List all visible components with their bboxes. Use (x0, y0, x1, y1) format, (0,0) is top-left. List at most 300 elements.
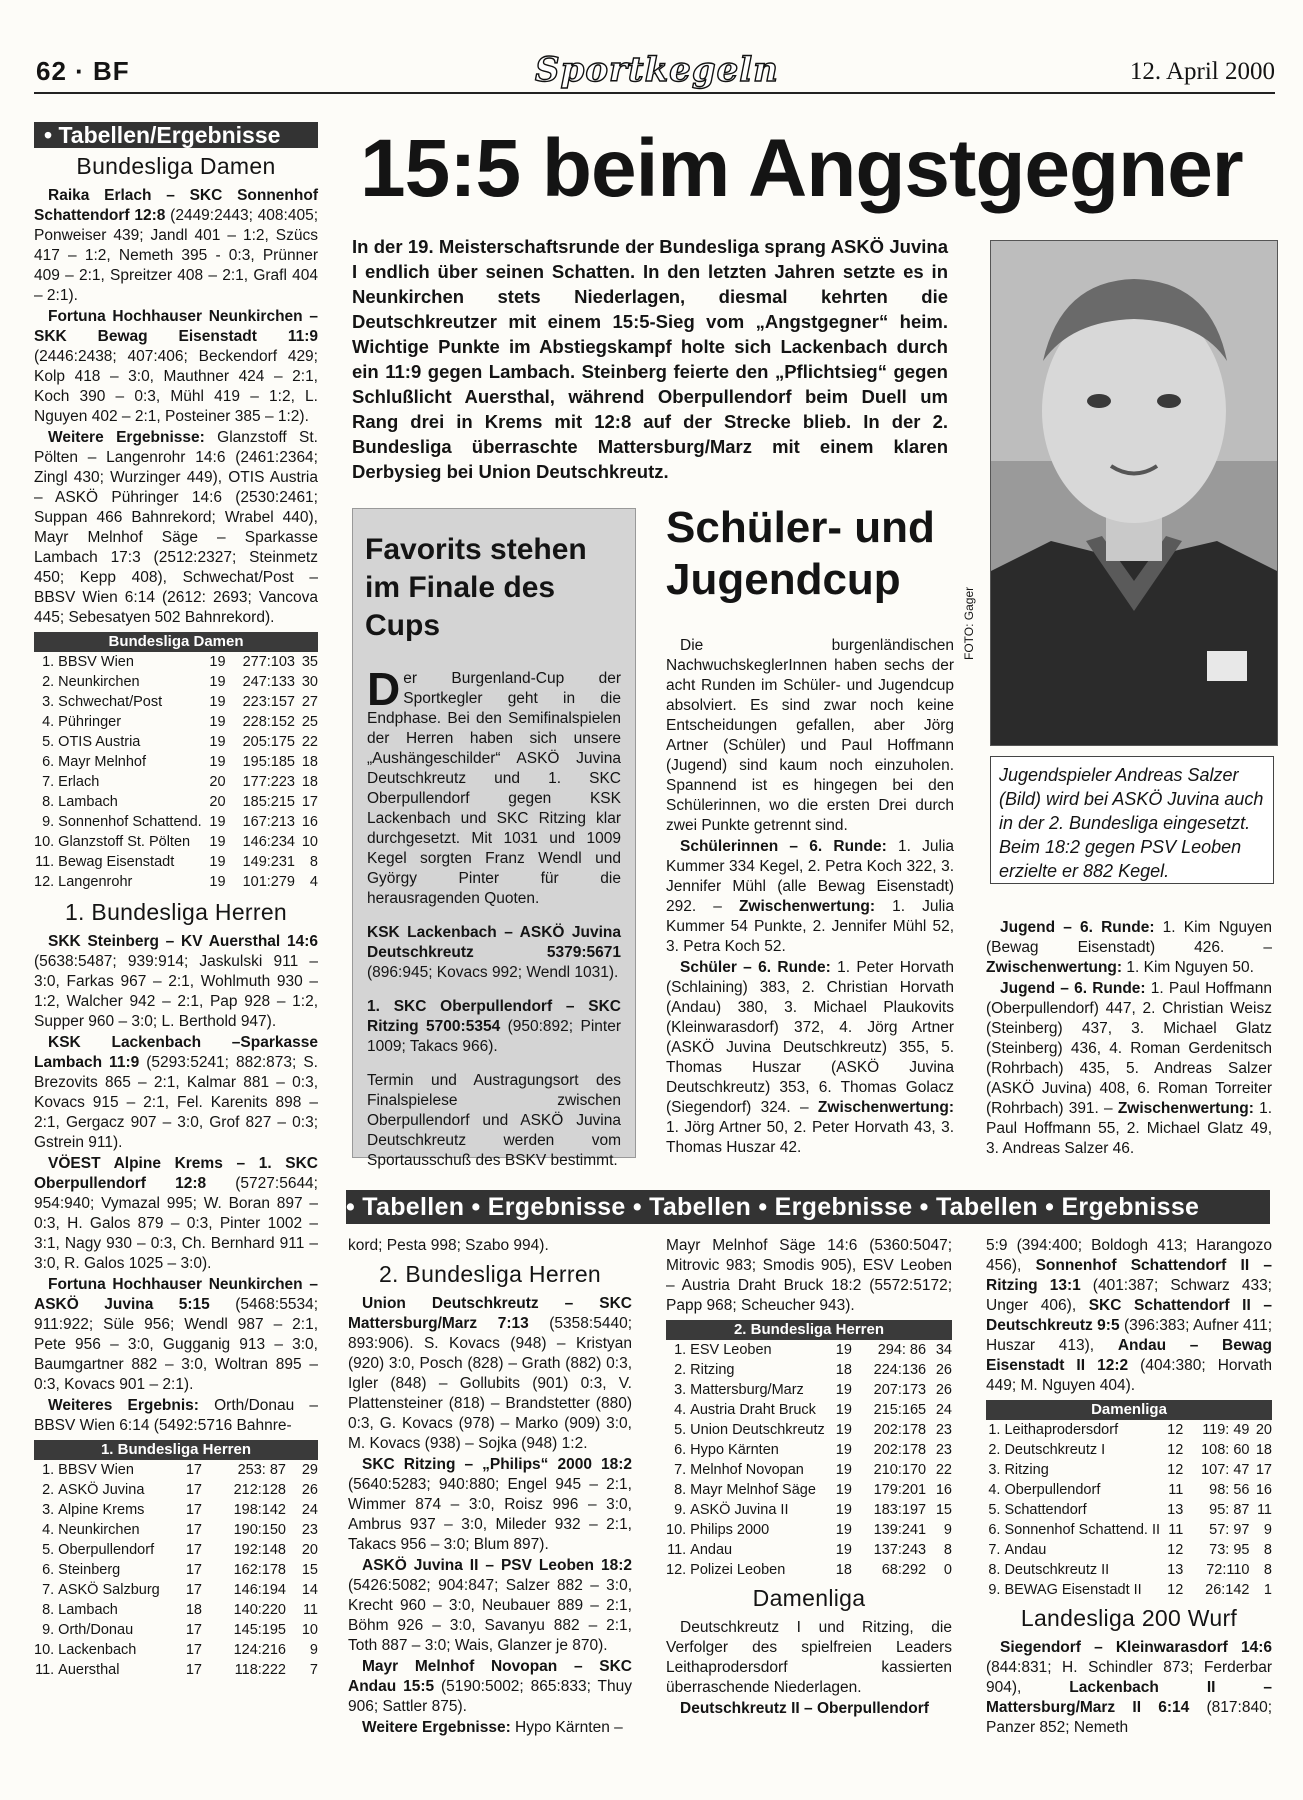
table-cell: 19 (835, 1402, 852, 1418)
table-cell: 22 (935, 1462, 952, 1478)
table-cell: 17 (185, 1542, 202, 1558)
header-rule (34, 92, 1275, 94)
table-cell: 6. (42, 1562, 55, 1578)
table-cell: 210:170 (873, 1462, 927, 1478)
table-row (666, 1560, 952, 1580)
table-cell: 2. (674, 1362, 687, 1378)
table-cell: 5. (674, 1422, 687, 1438)
damenliga-standings-table (986, 1420, 1272, 1600)
table-row (666, 1400, 952, 1420)
table-cell: 3. (988, 1462, 1001, 1478)
paragraph: VÖEST Alpine Krems – 1. SKC Oberpullendorf 12:8 (5727:5644; 954:940; Vymazal 995; W. Boran 897 – 0:3, H. Galos 879 – 0:3, Pinter 1002 – 3:1, Nagy 930 – 0:3, Ch. Bernhard 911 – 3:0, R. Galos 1025 – 3:0). (34, 1155, 318, 1272)
left-column (34, 122, 318, 1680)
table-cell: 1. (988, 1422, 1001, 1438)
table-cell: BBSV Wien (58, 1462, 134, 1478)
table-row (34, 672, 318, 692)
bl2-standings-table (666, 1340, 952, 1580)
table-cell: Auersthal (58, 1662, 120, 1678)
table-cell: 11 (1256, 1502, 1272, 1518)
table-row (34, 1640, 318, 1660)
table-cell: 18 (301, 774, 318, 790)
table-cell: 20 (209, 794, 226, 810)
damen-standings-table (34, 652, 318, 892)
paragraph: KSK Lackenbach –Sparkasse Lambach 11:9 (5293:5241; 882:873; S. Brezovits 865 – 2:1, Kalmar 881 – 0:3, Kovacs 915 – 2:1, Fel. Karenits 898 – 2:1, Gergacz 907 – 3:0, Grof 827 – 0:3; Gstrein 911). (34, 1034, 318, 1151)
table-cell: Orth/Donau (58, 1622, 134, 1638)
table-cell: 7 (309, 1662, 318, 1678)
table-cell: 18 (1255, 1442, 1272, 1458)
paragraph: SKK Steinberg – KV Auersthal 14:6 (5638:5487; 939:914; Jaskulski 911 – 3:0, Farkas 967 – 2:1, Wohlmuth 930 – 1:2, Walcher 942 – 2:1, Pap 928 – 1:2, Supper 960 – 3:0; L. Berthold 947). (34, 933, 318, 1030)
table-cell: 23 (301, 1522, 318, 1538)
table-cell: 119: 49 (1202, 1422, 1250, 1438)
table-row (34, 1600, 318, 1620)
table-row (34, 1580, 318, 1600)
table-cell: 4 (309, 874, 318, 890)
table-cell: 195:185 (242, 754, 295, 770)
table-cell: Philips 2000 (690, 1522, 770, 1538)
table-cell: 23 (935, 1422, 952, 1438)
table-cell: 0 (943, 1562, 952, 1578)
table-row (986, 1580, 1272, 1600)
table-cell: 12. (666, 1562, 687, 1578)
table-cell: Union Deutschkreutz (690, 1422, 825, 1438)
table-cell: 9 (1263, 1522, 1272, 1538)
cup-p3: 1. SKC Oberpullendorf – SKC Ritzing 5700:5354 (950:892; Pinter 1009; Takacs 966). (367, 998, 621, 1055)
lead-paragraph: In der 19. Meisterschaftsrunde der Bundesliga sprang ASKÖ Juvina I endlich über seinen Schatten. In den letzten Jahren setzte es in Neunkirchen stets Niederlagen, diesmal kehrten die Deutschkreutzer mit einem 15:5-Sieg vom „Angstgegner“ heim. Wichtige Punkte im Abstiegskampf holte sich Lackenbach durch ein 11:9 gegen Lambach. Steinberg feierte den „Pflichtsieg“ gegen Schlußlicht Auersthal, während Oberpullendorf beim Duell um Rang drei in Krems mit 12:8 auf der Strecke blieb. In der 2. Bundesliga überraschte Mattersburg/Marz mit einem klaren Derbysieg bei Union Deutschkreutz. (352, 236, 948, 482)
table-cell: 6. (674, 1442, 687, 1458)
table-row (666, 1420, 952, 1440)
table-cell: 5. (42, 1542, 55, 1558)
page-number: 62 · BF (36, 56, 130, 86)
table-cell: 18 (185, 1602, 202, 1618)
table-cell: 3. (42, 694, 55, 710)
table-cell: 19 (209, 674, 226, 690)
table-row (666, 1380, 952, 1400)
table-cell: Polizei Leoben (690, 1562, 786, 1578)
table-cell: 29 (301, 1462, 318, 1478)
table-cell: Pühringer (58, 714, 122, 730)
table-cell: 19 (835, 1522, 852, 1538)
table-cell: 11 (1168, 1522, 1184, 1538)
table-cell: 17 (185, 1562, 202, 1578)
table-cell: 10 (301, 834, 318, 850)
table-cell: 207:173 (873, 1382, 927, 1398)
table-cell: 139:241 (873, 1522, 927, 1538)
table-cell: 11. (35, 1662, 55, 1678)
table-cell: 23 (935, 1442, 952, 1458)
table-cell: 3. (42, 1502, 55, 1518)
table-cell: 2. (42, 1482, 55, 1498)
table-cell: 8. (674, 1482, 687, 1498)
table-row (666, 1480, 952, 1500)
table-cell: 17 (1255, 1462, 1272, 1478)
table-row (34, 852, 318, 872)
col4-table-title: Damenliga (986, 1400, 1272, 1420)
section-logo: Sportkegeln (535, 50, 779, 90)
table-cell: Andau (1004, 1542, 1047, 1558)
table-cell: 19 (835, 1502, 852, 1518)
table-cell: Lambach (58, 1602, 118, 1618)
table-row (986, 1480, 1272, 1500)
table-row (34, 1460, 318, 1480)
table-cell: 13 (1167, 1562, 1184, 1578)
col3-title: Damenliga (752, 1585, 866, 1611)
table-row (34, 1660, 318, 1680)
table-cell: 17 (185, 1642, 202, 1658)
table-cell: 212:128 (233, 1482, 286, 1498)
section-ribbon: • Tabellen/Ergebnisse (34, 122, 318, 148)
table-cell: 205:175 (242, 734, 295, 750)
table-cell: 19 (209, 814, 226, 830)
table-cell: Sonnenhof Schattend. (58, 814, 202, 830)
table-cell: 20 (1255, 1422, 1272, 1438)
table-cell: 30 (301, 674, 318, 690)
table-cell: 17 (185, 1482, 202, 1498)
table-cell: Deutschkreutz I (1004, 1442, 1106, 1458)
table-cell: 16 (935, 1482, 952, 1498)
table-cell: 15 (935, 1502, 952, 1518)
table-cell: BEWAG Eisenstadt II (1004, 1582, 1142, 1598)
damen-title: Bundesliga Damen (76, 153, 276, 179)
cup-box (352, 508, 636, 1169)
table-cell: ASKÖ Juvina II (690, 1502, 789, 1518)
table-cell: Langenrohr (58, 874, 133, 890)
table-row (986, 1500, 1272, 1520)
table-cell: 11 (1168, 1482, 1184, 1498)
table-cell: 202:178 (873, 1422, 927, 1438)
table-row (34, 872, 318, 892)
table-cell: 7. (42, 774, 55, 790)
paragraph: Mayr Melnhof Novopan – SKC Andau 15:5 (5190:5002; 865:833; Thuy 906; Sattler 875). (348, 1658, 632, 1715)
table-cell: 19 (209, 694, 226, 710)
jugend-text (986, 918, 1272, 1160)
table-row (34, 1520, 318, 1540)
table-cell: 2. (42, 674, 55, 690)
table-cell: Sonnenhof Schattend. II (1004, 1522, 1161, 1538)
table-cell: 10. (34, 1642, 55, 1658)
paragraph: Weitere Ergebnisse: Glanzstoff St. Pölten – Langenrohr 14:6 (2461:2364; Zingl 430; Wurzinger 449), OTIS Austria – ASKÖ Pühringer 14:6 (2530:2461; Suppan 466 Bahnrekord; Wrabel 440), Mayr Melnhof Säge – Sparkasse Lambach 17:3 (2512:2327; Steinmetz 450; Kepp 408), Schwechat/Post – BBSV Wien 6:14 (2612: 2693; Vancova 445; Sebesatyen 502 Bahnrekord). (34, 429, 318, 626)
table-cell: ASKÖ Juvina (58, 1482, 145, 1498)
issue-date: 12. April 2000 (1129, 58, 1275, 85)
table-cell: Schattendorf (1004, 1502, 1087, 1518)
table-cell: 26 (301, 1482, 318, 1498)
table-cell: Glanzstoff St. Pölten (58, 834, 191, 850)
table-cell: 19 (209, 714, 226, 730)
table-cell: 73: 95 (1209, 1542, 1250, 1558)
table-row (34, 692, 318, 712)
schueler-title: Schüler- und Jugendcup (666, 503, 935, 604)
table-cell: 149:231 (242, 854, 295, 870)
herren-table-title: 1. Bundesliga Herren (34, 1440, 318, 1460)
table-cell: 124:216 (233, 1642, 286, 1658)
paragraph: Weitere Ergebnisse: Hypo Kärnten – (362, 1719, 623, 1736)
table-row (34, 752, 318, 772)
table-row (666, 1340, 952, 1360)
table-cell: BBSV Wien (58, 654, 134, 670)
table-cell: 4. (988, 1482, 1001, 1498)
table-cell: 1. (674, 1342, 687, 1358)
table-cell: 15 (301, 1562, 318, 1578)
table-cell: 26:142 (1205, 1582, 1250, 1598)
table-row (986, 1420, 1272, 1440)
table-row (986, 1520, 1272, 1540)
photo-image (991, 241, 1277, 745)
table-cell: 12. (34, 874, 55, 890)
table-cell: 12 (1167, 1582, 1184, 1598)
table-cell: Deutschkreutz II (1004, 1562, 1110, 1578)
table-cell: 4. (42, 714, 55, 730)
table-cell: 7. (42, 1582, 55, 1598)
table-cell: 101:279 (242, 874, 295, 890)
table-cell: 10 (301, 1622, 318, 1638)
col3-para: Deutschkreutz I und Ritzing, die Verfolger des spielfreien Leaders Leithaprodersdorf kassierten überraschende Niederlagen. (666, 1619, 952, 1696)
table-cell: 11. (667, 1542, 687, 1558)
table-cell: Hypo Kärnten (690, 1442, 779, 1458)
table-cell: Mayr Melnhof (58, 754, 147, 770)
table-cell: 17 (301, 794, 318, 810)
table-cell: 8 (1263, 1562, 1272, 1578)
table-cell: 12 (1167, 1542, 1184, 1558)
cup-p4: Termin und Austragungsort des Finalspielese zwischen Oberpullendorf und ASKÖ Juvina Deutschkreutz werden vom Sportausschuß des BSKV bestimmt. (367, 1072, 621, 1169)
table-cell: 34 (935, 1342, 952, 1358)
paragraph: Jugend – 6. Runde: 1. Paul Hoffmann (Oberpullendorf) 447, 2. Christian Weisz (Steinberg) 437, 3. Michael Glatz (Steinberg) 436, 4. Roman Gerdenitsch (Rohrbach) 435, 5. Andreas Salzer (ASKÖ Juvina) 408, 6. Roman Torreiter (Rohrbach) 391. – Zwischenwertung: 1. Paul Hoffmann 55, 2. Michael Glatz 49, 3. Andreas Salzer 46. (986, 980, 1272, 1157)
table-cell: 4. (42, 1522, 55, 1538)
table-cell: Bewag Eisenstadt (58, 854, 175, 870)
table-row (34, 652, 318, 672)
paragraph: SKC Ritzing – „Philips“ 2000 18:2 (5640:5283; 940:880; Engel 945 – 2:1, Wimmer 874 – 3:0, Roisz 996 – 3:0, Ambrus 937 – 3:0, Mileder 932 – 2:1, Takacs 956 – 3:0; Blum 897). (348, 1456, 632, 1553)
table-row (34, 732, 318, 752)
table-cell: Melnhof Novopan (690, 1462, 804, 1478)
table-row (666, 1540, 952, 1560)
table-row (34, 1540, 318, 1560)
table-cell: 247:133 (242, 674, 295, 690)
table-cell: 177:223 (242, 774, 295, 790)
table-row (34, 772, 318, 792)
table-cell: 19 (835, 1422, 852, 1438)
table-row (666, 1520, 952, 1540)
table-cell: 108: 60 (1201, 1442, 1250, 1458)
table-cell: 223:157 (242, 694, 295, 710)
paragraph: Die burgenländischen NachwuchskeglerInnen haben sechs der acht Runden im Schüler- und Jugendcup absolviert. Es sind zwar noch keine Entscheidungen gefallen, aber Jörg Artner (Schüler) und Paul Hoffmann (Jugend) sind kaum noch einzuholen. Spannend ist es hingegen bei den Schülerinnen, wo die ersten Drei durch zwei Punkte getrennt sind. (666, 637, 954, 834)
table-cell: 19 (209, 874, 226, 890)
table-cell: Oberpullendorf (58, 1542, 155, 1558)
table-cell: 20 (209, 774, 226, 790)
table-cell: 215:165 (873, 1402, 927, 1418)
table-cell: 8. (42, 794, 55, 810)
paragraph: Jugend – 6. Runde: 1. Kim Nguyen (Bewag Eisenstadt) 426. – Zwischenwertung: 1. Kim Nguyen 50. (986, 919, 1272, 976)
table-cell: 146:234 (242, 834, 295, 850)
table-row (34, 792, 318, 812)
table-cell: 183:197 (873, 1502, 927, 1518)
table-cell: 8 (1263, 1542, 1272, 1558)
cup-p2: KSK Lackenbach – ASKÖ Juvina Deutschkreutz 5379:5671 (896:945; Kovacs 992; Wendl 1031). (367, 924, 621, 981)
table-cell: 224:136 (873, 1362, 927, 1378)
table-cell: 179:201 (873, 1482, 927, 1498)
table-cell: 12 (1167, 1422, 1184, 1438)
table-cell: 9. (42, 1622, 55, 1638)
table-cell: 5. (42, 734, 55, 750)
table-cell: 72:110 (1206, 1562, 1250, 1578)
col2-title: 2. Bundesliga Herren (378, 1261, 602, 1287)
table-cell: 57: 97 (1209, 1522, 1250, 1538)
table-row (34, 1620, 318, 1640)
table-cell: 18 (301, 754, 318, 770)
table-cell: 25 (301, 714, 318, 730)
table-cell: 8 (309, 854, 318, 870)
table-cell: 7. (674, 1462, 687, 1478)
bottom-col-3 (666, 1236, 952, 1720)
table-cell: 2. (988, 1442, 1001, 1458)
table-cell: 14 (301, 1582, 318, 1598)
herren-standings-table (34, 1460, 318, 1680)
table-row (34, 712, 318, 732)
table-cell: 19 (835, 1482, 852, 1498)
col3-cont: Mayr Melnhof Säge 14:6 (5360:5047; Mitrovic 983; Smodis 905), ESV Leoben – Austria Draht Bruck 18:2 (5572:5172; Papp 968; Scheucher 943). (666, 1237, 952, 1314)
table-cell: 12 (1167, 1462, 1184, 1478)
table-cell: 18 (835, 1562, 852, 1578)
paragraph: Raika Erlach – SKC Sonnenhof Schattendorf 12:8 (2449:2443; 408:405; Ponweiser 439; Jandl 401 – 1:2, Szücs 417 – 1:2, Nemeth 395 - 0:3, Prünner 409 – 2:1, Spreitzer 408 – 2:1, Grafl 404 – 2:1). (34, 187, 319, 304)
results-banner: • Tabellen • Ergebnisse • Tabellen • Ergebnisse • Tabellen • Ergebnisse (346, 1190, 1270, 1224)
table-cell: 107: 47 (1201, 1462, 1250, 1478)
table-cell: 19 (835, 1342, 852, 1358)
herren-results (34, 932, 318, 1436)
table-cell: 6. (988, 1522, 1001, 1538)
table-cell: 162:178 (233, 1562, 286, 1578)
table-cell: Oberpullendorf (1004, 1482, 1101, 1498)
table-cell: 137:243 (873, 1542, 927, 1558)
col4-para: Siegendorf – Kleinwarasdorf 14:6 (844:831; H. Schindler 873; Ferderbar 904), Lackenbach II – Mattersburg/Marz II 6:14 (817:840; Panzer 852; Nemeth (986, 1639, 1273, 1736)
col3-table-title: 2. Bundesliga Herren (666, 1320, 952, 1340)
table-cell: 8 (943, 1542, 952, 1558)
table-cell: Mattersburg/Marz (690, 1382, 804, 1398)
table-cell: 26 (935, 1382, 952, 1398)
table-cell: Leithaprodersdorf (1004, 1422, 1119, 1438)
table-cell: 11. (35, 854, 55, 870)
table-cell: 19 (835, 1462, 852, 1478)
table-cell: Steinberg (58, 1562, 121, 1578)
table-cell: Ritzing (1004, 1462, 1049, 1478)
table-cell: 5. (988, 1502, 1001, 1518)
table-cell: 118:222 (234, 1662, 286, 1678)
table-cell: 253: 87 (237, 1462, 286, 1478)
table-cell: 4. (674, 1402, 687, 1418)
table-cell: 26 (935, 1362, 952, 1378)
table-cell: 24 (935, 1402, 952, 1418)
table-cell: Alpine Krems (58, 1502, 145, 1518)
table-cell: 145:195 (233, 1622, 286, 1638)
table-cell: Austria Draht Bruck (690, 1402, 816, 1418)
table-row (34, 1560, 318, 1580)
table-cell: 19 (209, 754, 226, 770)
table-cell: 17 (185, 1582, 202, 1598)
cup-box-body (353, 655, 635, 1185)
table-cell: 1 (1263, 1582, 1272, 1598)
table-cell: 10. (666, 1522, 687, 1538)
table-cell: 22 (301, 734, 318, 750)
table-cell: Ritzing (690, 1362, 735, 1378)
table-cell: 8. (42, 1602, 55, 1618)
table-cell: 10. (34, 834, 55, 850)
table-cell: 8. (988, 1562, 1001, 1578)
table-cell: 294: 86 (877, 1342, 927, 1358)
table-cell: 9. (674, 1502, 687, 1518)
paragraph: Union Deutschkreutz – SKC Mattersburg/Marz 7:13 (5358:5440; 893:906). S. Kovacs (948) – Kristyan (920) 3:0, Posch (828) – Grath (882) 0:3, Igler (848) – Gollubits (901) 0:3, V. Plattensteiner (818) – Brandstetter (880) 0:3, G. Kovacs (978) – Marko (909) 3:0, M. Kovacs (938) – Sojka (948) 1:2. (348, 1295, 632, 1452)
table-cell: 19 (209, 834, 226, 850)
table-cell: 185:215 (242, 794, 295, 810)
table-cell: 68:292 (881, 1562, 927, 1578)
photo-credit: FOTO: Gager (962, 586, 976, 660)
table-cell: 11 (302, 1602, 318, 1618)
cup-p1: er Burgenland-Cup der Sportkegler geht in die Endphase. Bei den Semifinalspielen der Herren haben sich unsere „Aushängeschilder“ ASKÖ Juvina Deutschkreutz und 1. SKC Oberpullendorf gegen KSK Lackenbach und SKC Ritzing klar durchgesetzt. Mit 1031 und 1009 Kegel sorgten Franz Wendl und György Pinter für die herausragenden Quoten. (367, 670, 621, 907)
table-row (986, 1460, 1272, 1480)
table-cell: 1. (42, 654, 55, 670)
table-cell: 19 (209, 654, 226, 670)
paragraph: Schülerinnen – 6. Runde: 1. Julia Kummer 334 Kegel, 2. Petra Koch 322, 3. Jennifer Mühl (alle Bewag Eisenstadt) 292. – Zwischenwertung: 1. Julia Kummer 54 Punkte, 2. Jennifer Mühl 52, 3. Petra Koch 52. (666, 838, 955, 955)
headline: 15:5 beim Angstgegner (360, 123, 1243, 214)
col2-cont: kord; Pesta 998; Szabo 994). (348, 1237, 549, 1254)
table-cell: OTIS Austria (58, 734, 141, 750)
table-cell: 12 (1167, 1442, 1184, 1458)
table-cell: 16 (1255, 1482, 1272, 1498)
table-row (34, 812, 318, 832)
table-cell: 19 (835, 1382, 852, 1398)
table-cell: 228:152 (242, 714, 295, 730)
paragraph: Schüler – 6. Runde: 1. Peter Horvath (Schlaining) 383, 2. Christian Horvath (Andau) 380, 3. Michael Plaukovits (Kleinwarasdorf) 372, 4. Jörg Artner (ASKÖ Juvina Deutschkreutz) 355, 5. Thomas Huszar (ASKÖ Juvina Deutschkreutz) 353, 6. Thomas Golacz (Siegendorf) 324. – Zwischenwertung: 1. Jörg Artner 50, 2. Peter Horvath 43, 3. Thomas Huszar 42. (666, 959, 954, 1156)
table-cell: Erlach (58, 774, 100, 790)
herren-title: 1. Bundesliga Herren (64, 899, 288, 925)
table-cell: 17 (185, 1522, 202, 1538)
table-cell: 98: 56 (1209, 1482, 1250, 1498)
table-cell: 7. (988, 1542, 1001, 1558)
paragraph: Fortuna Hochhauser Neunkirchen – ASKÖ Juvina 5:15 (5468:5534; 911:922; Süle 956; Wendl 987 – 2:1, Pete 956 – 3:0, Gugganig 913 – 3:0, Baumgartner 882 – 3:0, Woltran 895 – 0:3, Kovacs 901 – 2:1). (34, 1276, 318, 1393)
table-row (986, 1540, 1272, 1560)
table-row (34, 1500, 318, 1520)
table-cell: Mayr Melnhof Säge (690, 1482, 816, 1498)
table-cell: 17 (185, 1502, 202, 1518)
table-row (986, 1560, 1272, 1580)
col3-last: Deutschkreutz II – Oberpullendorf (680, 1700, 929, 1717)
bottom-col-4 (986, 1236, 1272, 1739)
table-cell: 6. (42, 754, 55, 770)
table-cell: Schwechat/Post (58, 694, 163, 710)
table-cell: Andau (690, 1542, 733, 1558)
table-cell: 27 (301, 694, 318, 710)
table-cell: ESV Leoben (690, 1342, 772, 1358)
table-cell: 146:194 (233, 1582, 286, 1598)
table-cell: ASKÖ Salzburg (58, 1582, 160, 1598)
table-cell: 140:220 (233, 1602, 286, 1618)
col2-results (348, 1294, 632, 1738)
table-row (666, 1500, 952, 1520)
table-cell: 19 (835, 1442, 852, 1458)
table-row (34, 1480, 318, 1500)
table-cell: Lackenbach (58, 1642, 137, 1658)
paragraph: Weiteres Ergebnis: Orth/Donau – BBSV Wien 6:14 (5492:5716 Bahnre- (34, 1397, 319, 1434)
table-cell: 19 (835, 1542, 852, 1558)
cup-box-title: Favorits stehen im Finale des Cups (365, 533, 587, 642)
damen-table-title: Bundesliga Damen (34, 632, 318, 652)
table-cell: 13 (1167, 1502, 1184, 1518)
table-cell: 17 (185, 1662, 202, 1678)
table-cell: 95: 87 (1209, 1502, 1250, 1518)
table-cell: 167:213 (242, 814, 295, 830)
table-cell: 192:148 (233, 1542, 286, 1558)
table-cell: 19 (209, 734, 226, 750)
col4-title: Landesliga 200 Wurf (1020, 1605, 1238, 1631)
player-photo (990, 240, 1278, 746)
bottom-col-2 (348, 1236, 632, 1739)
table-cell: Lambach (58, 794, 118, 810)
table-cell: Neunkirchen (58, 674, 140, 690)
